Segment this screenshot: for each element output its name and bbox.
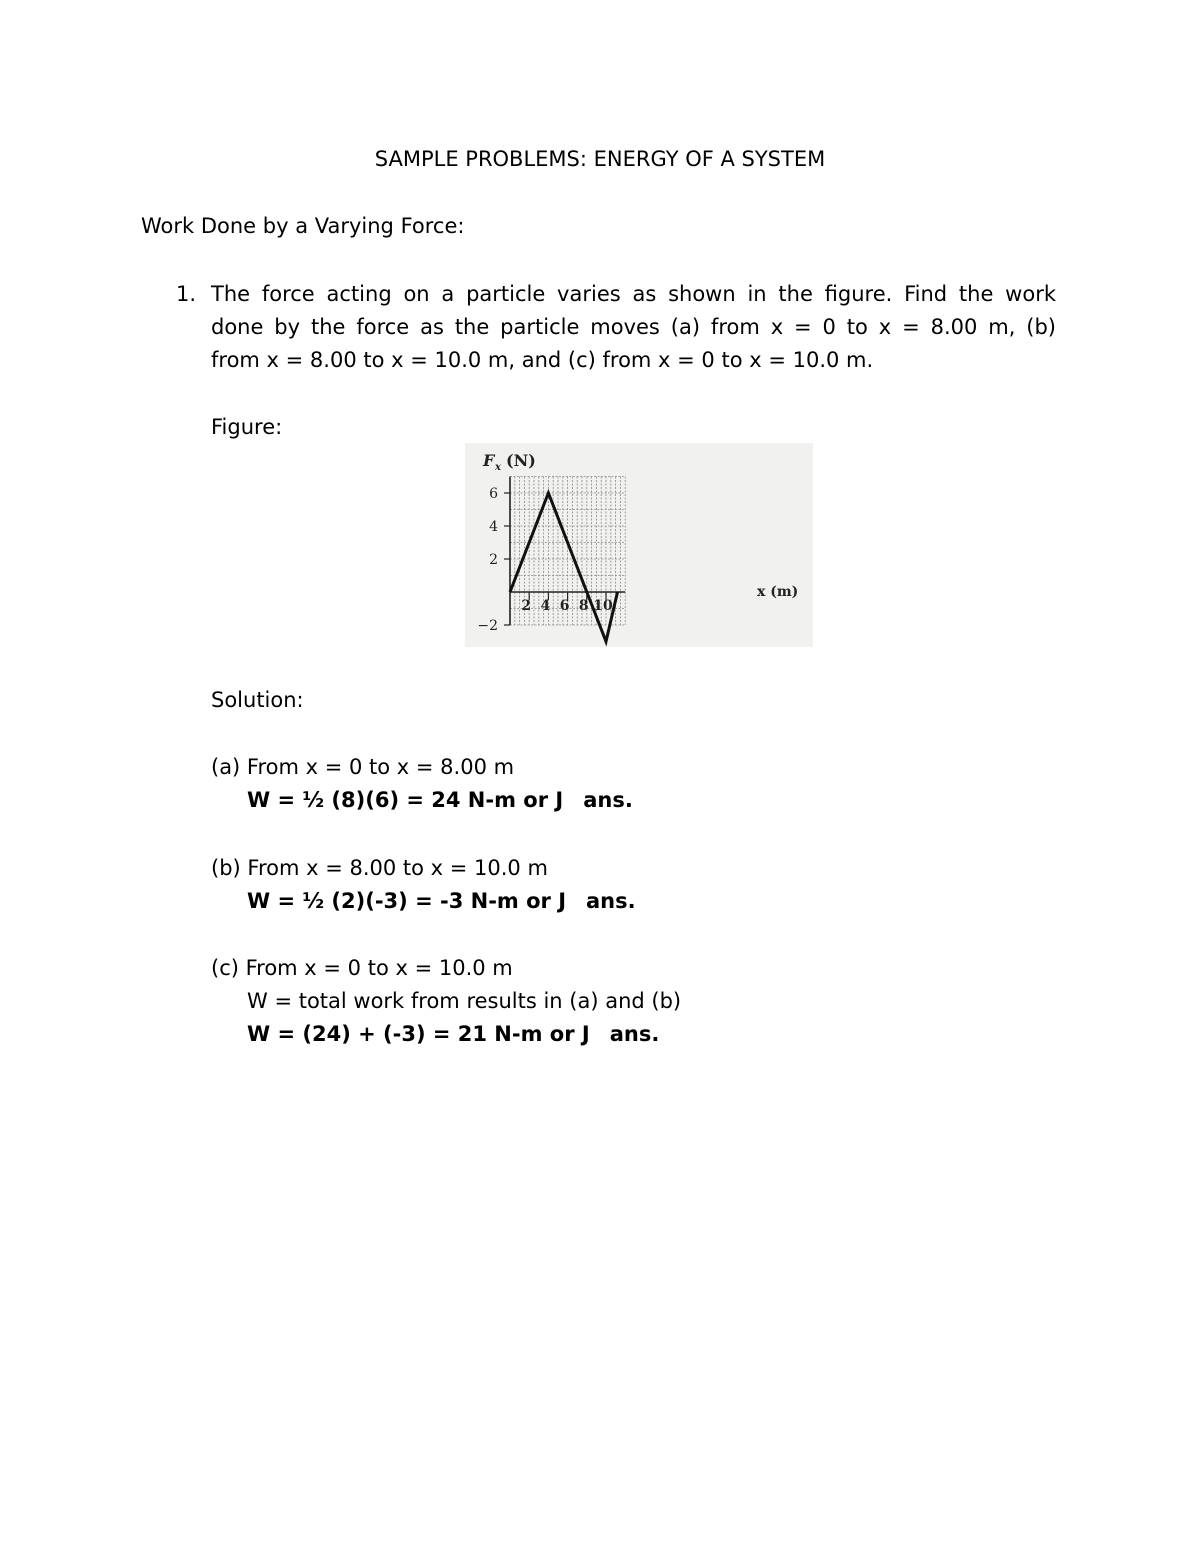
part-c-note: W = total work from results in (a) and (b) bbox=[247, 989, 682, 1013]
part-a-ans: ans. bbox=[583, 788, 633, 812]
problem-text-line-2: done by the force as the particle moves (a) from x = 0 to x = 8.00 m, (b) bbox=[211, 315, 1056, 339]
part-a-heading: (a) From x = 0 to x = 8.00 m bbox=[211, 755, 515, 779]
x-tick-label: 10 bbox=[593, 598, 613, 614]
part-a-result: 24 N-m or J bbox=[431, 788, 564, 812]
part-b-heading: (b) From x = 8.00 to x = 10.0 m bbox=[211, 856, 548, 880]
x-tick-label: 2 bbox=[521, 598, 532, 614]
x-tick-label: 4 bbox=[540, 598, 551, 614]
x-axis-label: x (m) bbox=[757, 584, 799, 600]
part-b-equation bbox=[247, 888, 636, 914]
y-axis-label-sub: x bbox=[495, 462, 501, 473]
y-tick-label: −2 bbox=[477, 618, 498, 634]
y-axis-label: F bbox=[483, 451, 495, 470]
problem-text-line-3: from x = 8.00 to x = 10.0 m, and (c) from x = 0 to x = 10.0 m. bbox=[211, 348, 874, 372]
figure-label: Figure: bbox=[211, 415, 283, 439]
y-tick-label: 4 bbox=[489, 519, 498, 535]
part-a-equation bbox=[247, 787, 633, 813]
y-tick-label: 6 bbox=[489, 486, 498, 502]
problem-text-line-1: The force acting on a particle varies as shown in the figure. Find the work bbox=[211, 282, 1056, 306]
part-b-eq-pre: W = ½ (2)(-3) = bbox=[247, 889, 440, 913]
part-a-eq-pre: W = ½ (8)(6) = bbox=[247, 788, 432, 812]
y-axis-unit: (N) bbox=[506, 451, 536, 470]
force-graph bbox=[465, 443, 813, 647]
part-c-eq-pre: W = (24) + (-3) = bbox=[247, 1022, 458, 1046]
force-graph-svg bbox=[465, 443, 813, 647]
part-c-heading: (c) From x = 0 to x = 10.0 m bbox=[211, 956, 513, 980]
y-tick-label: 2 bbox=[489, 552, 498, 568]
x-tick-label: 6 bbox=[559, 598, 570, 614]
section-heading: Work Done by a Varying Force: bbox=[141, 214, 465, 238]
x-tick-label: 8 bbox=[578, 598, 589, 614]
solution-label: Solution: bbox=[211, 688, 304, 712]
part-c-ans: ans. bbox=[609, 1022, 660, 1046]
part-c-result: 21 N-m or J bbox=[457, 1022, 590, 1046]
part-b-ans: ans. bbox=[586, 889, 636, 913]
part-c-equation bbox=[247, 1021, 659, 1047]
problem-number: 1. bbox=[176, 282, 197, 306]
part-b-result: -3 N-m or J bbox=[439, 889, 567, 913]
page-title: SAMPLE PROBLEMS: ENERGY OF A SYSTEM bbox=[374, 147, 826, 171]
